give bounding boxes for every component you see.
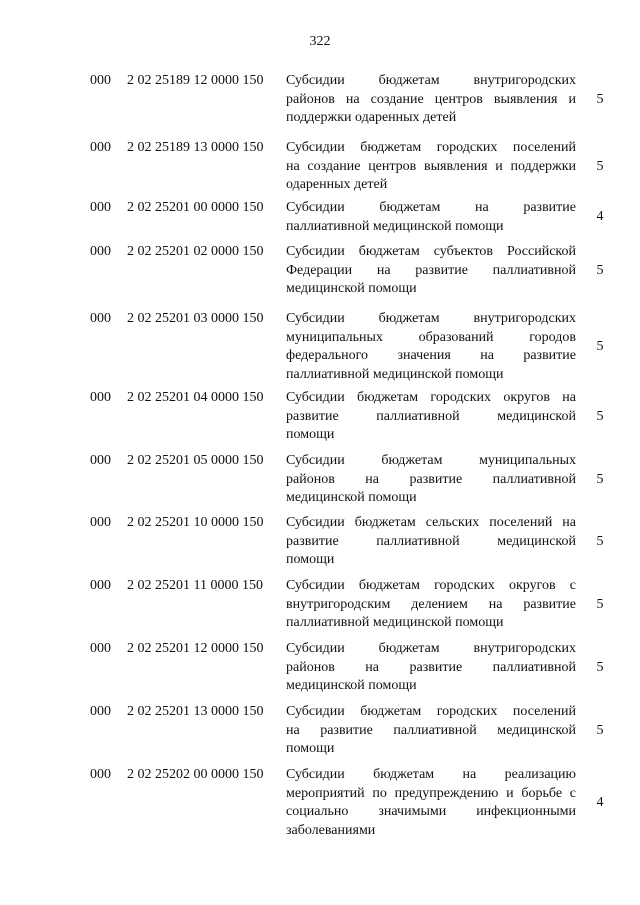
budget-classification-code: 2 02 25189 12 0000 150 [127,73,264,88]
description-line: Субсидии бюджетам внутригородских [286,73,576,88]
admin-code: 000 [90,73,111,88]
value-cell: 4 [596,209,604,225]
description-line: Субсидии бюджетам субъектов Российской [286,244,576,259]
budget-classification-code: 2 02 25201 03 0000 150 [127,311,264,326]
admin-code: 000 [90,390,111,405]
value-cell: 5 [596,533,604,549]
value-cell: 5 [596,722,604,738]
description-line: на создание центров выявления и поддержки [286,158,576,174]
description-line: Субсидии бюджетам городских округов на [286,390,576,405]
value-cell: 5 [596,262,604,278]
page-number: 322 [309,34,331,49]
value-cell: 4 [596,794,604,810]
value-cell: 5 [596,596,604,612]
description-line: Субсидии бюджетам на развитие [286,200,576,215]
description-line: Субсидии бюджетам городских поселений [286,704,576,719]
value-cell: 5 [596,158,604,174]
admin-code: 000 [90,244,111,259]
description-line: помощи [286,552,335,567]
budget-classification-code: 2 02 25201 11 0000 150 [127,578,263,593]
description-line: Федерации на развитие паллиативной [286,262,576,278]
budget-classification-code: 2 02 25201 12 0000 150 [127,641,264,656]
budget-classification-code: 2 02 25189 13 0000 150 [127,140,264,155]
description-line: социально значимыми инфекционными [286,804,576,819]
description-line: паллиативной медицинской помощи [286,366,504,382]
description-line: паллиативной медицинской помощи [286,218,504,234]
description-line: федерального значения на развитие [286,348,576,363]
description-line: одаренных детей [286,177,388,192]
description-line: развитие паллиативной медицинской [286,408,576,424]
admin-code: 000 [90,140,111,155]
budget-classification-code: 2 02 25201 02 0000 150 [127,244,264,259]
admin-code: 000 [90,311,111,326]
description-line: Субсидии бюджетам городских округов с [286,578,576,593]
description-line: паллиативной медицинской помощи [286,615,504,630]
description-line: помощи [286,741,335,756]
description-line: помощи [286,427,335,442]
value-cell: 5 [596,659,604,675]
description-line: мероприятий по предупреждению и борьбе с [286,785,576,801]
description-line: медицинской помощи [286,281,417,296]
admin-code: 000 [90,515,111,530]
value-cell: 5 [596,471,604,487]
value-cell: 5 [596,91,604,107]
description-line: медицинской помощи [286,678,417,693]
budget-classification-code: 2 02 25201 05 0000 150 [127,453,264,468]
description-line: поддержки одаренных детей [286,110,457,125]
admin-code: 000 [90,453,111,468]
admin-code: 000 [90,641,111,656]
description-line: медицинской помощи [286,490,417,505]
budget-classification-code: 2 02 25201 04 0000 150 [127,390,264,405]
admin-code: 000 [90,704,111,719]
admin-code: 000 [90,200,111,215]
description-line: Субсидии бюджетам муниципальных [286,453,576,468]
description-line: Субсидии бюджетам сельских поселений на [286,515,576,530]
description-line: Субсидии бюджетам внутригородских [286,641,576,656]
budget-classification-code: 2 02 25201 13 0000 150 [127,704,264,719]
budget-classification-code: 2 02 25201 10 0000 150 [127,515,264,530]
description-line: Субсидии бюджетам внутригородских [286,311,576,326]
description-line: районов на развитие паллиативной [286,659,576,675]
admin-code: 000 [90,578,111,593]
description-line: районов на развитие паллиативной [286,471,576,487]
description-line: муниципальных образований городов [286,329,576,345]
description-line: заболеваниями [286,822,376,838]
description-line: развитие паллиативной медицинской [286,533,576,549]
description-line: Субсидии бюджетам городских поселений [286,140,576,155]
budget-classification-code: 2 02 25202 00 0000 150 [127,767,264,782]
description-line: Субсидии бюджетам на реализацию [286,767,576,782]
description-line: районов на создание центров выявления и [286,91,576,107]
admin-code: 000 [90,767,111,782]
budget-classification-code: 2 02 25201 00 0000 150 [127,200,264,215]
value-cell: 5 [596,338,604,354]
description-line: на развитие паллиативной медицинской [286,722,576,738]
value-cell: 5 [596,408,604,424]
description-line: внутригородским делением на развитие [286,596,576,612]
